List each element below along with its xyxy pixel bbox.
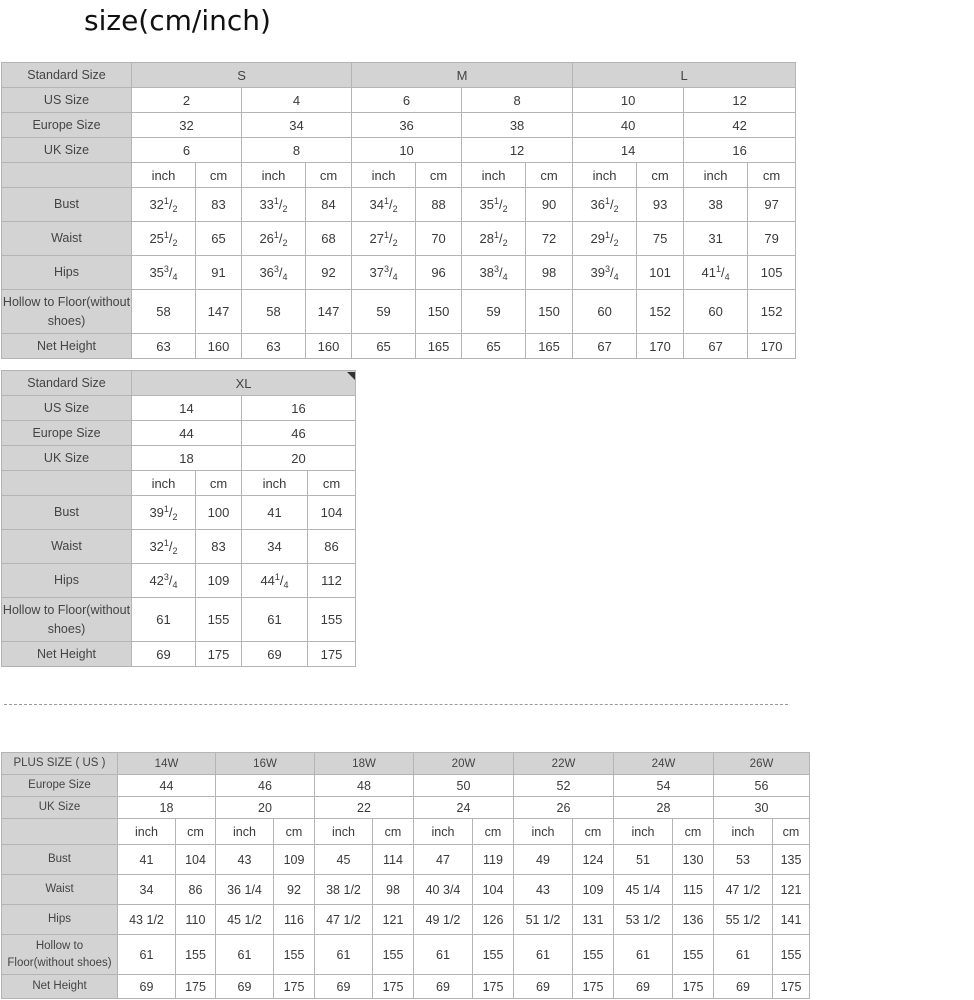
table-cell: 69 — [614, 975, 673, 999]
table-cell: $39^1/_2$ — [132, 496, 196, 530]
row-label: Hips — [2, 564, 132, 598]
table-cell: 97 — [748, 188, 796, 222]
table-cell: 136 — [673, 905, 714, 935]
row-label: Standard Size — [2, 63, 132, 88]
table-cell: 41 — [118, 845, 176, 875]
unit-inch: inch — [242, 471, 308, 496]
table-cell: 69 — [714, 975, 773, 999]
net-height-row — [2, 642, 356, 667]
row-label: Bust — [2, 188, 132, 222]
table-cell: $41^1/_4$ — [684, 256, 748, 290]
table-cell: 155 — [308, 598, 356, 642]
table-cell: 83 — [196, 530, 242, 564]
waist-row — [2, 222, 796, 256]
table-cell: 165 — [416, 334, 462, 359]
units-row — [2, 163, 796, 188]
table-cell: 43 1/2 — [118, 905, 176, 935]
table-cell: $27^1/_2$ — [352, 222, 416, 256]
table-cell: 38 1/2 — [315, 875, 373, 905]
table-cell: 155 — [773, 935, 810, 975]
table-cell: $33^1/_2$ — [242, 188, 306, 222]
hips-row — [2, 564, 356, 598]
row-label: Hips — [2, 256, 132, 290]
table-cell: 44 — [132, 421, 242, 446]
table-cell: 46 — [242, 421, 356, 446]
table-cell: 72 — [526, 222, 573, 256]
unit-inch: inch — [714, 819, 773, 845]
table-cell: $29^1/_2$ — [573, 222, 637, 256]
row-label: Standard Size — [2, 371, 132, 396]
table-cell: 47 1/2 — [315, 905, 373, 935]
table-cell: 86 — [308, 530, 356, 564]
table-cell: 4 — [242, 88, 352, 113]
table-cell: 61 — [714, 935, 773, 975]
table-cell: 84 — [306, 188, 352, 222]
row-label: Europe Size — [2, 113, 132, 138]
us-size-row — [2, 396, 356, 421]
table-cell: 53 — [714, 845, 773, 875]
table-cell: $36^1/_2$ — [573, 188, 637, 222]
table-cell: 175 — [274, 975, 315, 999]
table-cell: 101 — [637, 256, 684, 290]
table-cell: 69 — [216, 975, 274, 999]
unit-inch: inch — [414, 819, 473, 845]
us-size-row — [2, 88, 796, 113]
table-cell: 61 — [118, 935, 176, 975]
table-cell: 69 — [514, 975, 573, 999]
table-cell: 6 — [352, 88, 462, 113]
table-cell: 175 — [473, 975, 514, 999]
table-cell: 152 — [748, 290, 796, 334]
table-cell: 48 — [315, 775, 414, 797]
table-cell: 147 — [196, 290, 242, 334]
table-cell: $37^3/_4$ — [352, 256, 416, 290]
unit-cm: cm — [526, 163, 573, 188]
row-label: Hips — [2, 905, 118, 935]
row-label: Bust — [2, 496, 132, 530]
table-cell: $28^1/_2$ — [462, 222, 526, 256]
table-cell: 69 — [414, 975, 473, 999]
table-cell: 22 — [315, 797, 414, 819]
unit-inch: inch — [573, 163, 637, 188]
unit-inch: inch — [614, 819, 673, 845]
unit-cm: cm — [416, 163, 462, 188]
table-cell: 110 — [176, 905, 216, 935]
table-cell: 26 — [514, 797, 614, 819]
unit-cm: cm — [308, 471, 356, 496]
row-label: Hollow to Floor(without shoes) — [2, 598, 132, 642]
table-cell: 45 1/2 — [216, 905, 274, 935]
table-cell: 175 — [573, 975, 614, 999]
unit-cm: cm — [306, 163, 352, 188]
table-cell: 59 — [352, 290, 416, 334]
table-cell: 141 — [773, 905, 810, 935]
table-cell: 61 — [514, 935, 573, 975]
row-label: Net Height — [2, 975, 118, 999]
table-cell: 100 — [196, 496, 242, 530]
table-cell: 152 — [637, 290, 684, 334]
table-cell: $26^1/_2$ — [242, 222, 306, 256]
table-cell: $42^3/_4$ — [132, 564, 196, 598]
unit-inch: inch — [242, 163, 306, 188]
table-cell: 70 — [416, 222, 462, 256]
table-cell: 91 — [196, 256, 242, 290]
unit-cm: cm — [473, 819, 514, 845]
table-cell: $32^1/_2$ — [132, 530, 196, 564]
unit-inch: inch — [684, 163, 748, 188]
table-cell: 116 — [274, 905, 315, 935]
table-cell: 119 — [473, 845, 514, 875]
table-cell: 40 — [573, 113, 684, 138]
unit-cm: cm — [373, 819, 414, 845]
table-cell: 36 — [352, 113, 462, 138]
table-cell: 92 — [306, 256, 352, 290]
table-cell: 51 1/2 — [514, 905, 573, 935]
corner-mark-icon — [347, 372, 355, 380]
table-cell: 147 — [306, 290, 352, 334]
table-cell: 46 — [216, 775, 315, 797]
row-label: Waist — [2, 875, 118, 905]
table-cell: 93 — [637, 188, 684, 222]
row-label: US Size — [2, 88, 132, 113]
table-cell: 61 — [242, 598, 308, 642]
table-cell: 14 — [573, 138, 684, 163]
table-cell: 90 — [526, 188, 573, 222]
uk-size-row — [2, 446, 356, 471]
table-cell: 96 — [416, 256, 462, 290]
section-divider — [4, 704, 788, 705]
page-title: size(cm/inch) — [84, 4, 271, 37]
row-label: Net Height — [2, 642, 132, 667]
table-cell: 114 — [373, 845, 414, 875]
table-cell: 135 — [773, 845, 810, 875]
table-cell: 60 — [684, 290, 748, 334]
standard-size-row — [2, 63, 796, 88]
table-cell: 83 — [196, 188, 242, 222]
row-label: Hollow to Floor(without shoes) — [2, 290, 132, 334]
table-cell: 49 1/2 — [414, 905, 473, 935]
hips-row — [2, 905, 810, 935]
table-cell: 63 — [242, 334, 306, 359]
table-cell: 69 — [118, 975, 176, 999]
table-cell: 105 — [748, 256, 796, 290]
row-label-empty — [2, 819, 118, 845]
europe-size-row — [2, 775, 810, 797]
table-cell: 61 — [132, 598, 196, 642]
plus-size-row — [2, 753, 810, 775]
unit-inch: inch — [514, 819, 573, 845]
table-cell: 14 — [132, 396, 242, 421]
table-cell: 61 — [414, 935, 473, 975]
table-cell: 69 — [242, 642, 308, 667]
table-cell: 165 — [526, 334, 573, 359]
size-group-header: 14W — [118, 753, 216, 775]
unit-cm: cm — [274, 819, 315, 845]
table-cell: $35^1/_2$ — [462, 188, 526, 222]
table-cell: 79 — [748, 222, 796, 256]
table-cell: 109 — [196, 564, 242, 598]
unit-cm: cm — [176, 819, 216, 845]
table-cell: 42 — [684, 113, 796, 138]
table-cell: 20 — [216, 797, 315, 819]
table-cell: 36 1/4 — [216, 875, 274, 905]
waist-row — [2, 875, 810, 905]
table-cell: 160 — [306, 334, 352, 359]
table-cell: 61 — [216, 935, 274, 975]
table-cell: 47 — [414, 845, 473, 875]
hollow-to-floor-row — [2, 598, 356, 642]
table-cell: 67 — [684, 334, 748, 359]
table-cell: 68 — [306, 222, 352, 256]
table-cell: 98 — [526, 256, 573, 290]
table-cell: 50 — [414, 775, 514, 797]
size-group-header: S — [132, 63, 352, 88]
table-cell: 75 — [637, 222, 684, 256]
europe-size-row — [2, 113, 796, 138]
table-cell: 24 — [414, 797, 514, 819]
unit-cm: cm — [196, 471, 242, 496]
table-cell: 155 — [176, 935, 216, 975]
table-cell: 92 — [274, 875, 315, 905]
table-cell: 131 — [573, 905, 614, 935]
table-cell: 44 — [118, 775, 216, 797]
table-cell: 41 — [242, 496, 308, 530]
table-cell: 16 — [684, 138, 796, 163]
uk-size-row — [2, 797, 810, 819]
unit-inch: inch — [132, 163, 196, 188]
table-cell: 155 — [473, 935, 514, 975]
row-label-empty — [2, 471, 132, 496]
unit-inch: inch — [118, 819, 176, 845]
table-cell: 175 — [773, 975, 810, 999]
size-group-header: 24W — [614, 753, 714, 775]
table-cell: 28 — [614, 797, 714, 819]
table-cell: 175 — [673, 975, 714, 999]
table-cell: 16 — [242, 396, 356, 421]
row-label: US Size — [2, 396, 132, 421]
table-cell: 175 — [373, 975, 414, 999]
table-cell: $36^3/_4$ — [242, 256, 306, 290]
hollow-to-floor-row — [2, 935, 810, 975]
unit-cm: cm — [573, 819, 614, 845]
table-cell: 109 — [573, 875, 614, 905]
unit-inch: inch — [216, 819, 274, 845]
unit-cm: cm — [748, 163, 796, 188]
table-cell: 115 — [673, 875, 714, 905]
table-cell: 12 — [684, 88, 796, 113]
table-cell: 121 — [773, 875, 810, 905]
table-cell: 175 — [176, 975, 216, 999]
europe-size-row — [2, 421, 356, 446]
table-cell: 20 — [242, 446, 356, 471]
table-cell: 61 — [315, 935, 373, 975]
table-cell: $32^1/_2$ — [132, 188, 196, 222]
table-cell: 126 — [473, 905, 514, 935]
table-cell: 34 — [118, 875, 176, 905]
standard-size-row — [2, 371, 356, 396]
table-cell: 32 — [132, 113, 242, 138]
table-cell: $25^1/_2$ — [132, 222, 196, 256]
table-cell: 38 — [684, 188, 748, 222]
size-table-s-m-l — [1, 62, 796, 359]
table-cell: 2 — [132, 88, 242, 113]
table-cell: 170 — [748, 334, 796, 359]
table-cell: 104 — [473, 875, 514, 905]
table-cell: 88 — [416, 188, 462, 222]
table-cell: 51 — [614, 845, 673, 875]
table-cell: $39^3/_4$ — [573, 256, 637, 290]
size-group-header: 18W — [315, 753, 414, 775]
size-group-header: 16W — [216, 753, 315, 775]
table-cell: 155 — [673, 935, 714, 975]
bust-row — [2, 188, 796, 222]
table-cell: 43 — [514, 875, 573, 905]
net-height-row — [2, 975, 810, 999]
row-label: PLUS SIZE ( US ) — [2, 753, 118, 775]
table-cell: 170 — [637, 334, 684, 359]
table-cell: 38 — [462, 113, 573, 138]
table-cell: 124 — [573, 845, 614, 875]
row-label: Waist — [2, 222, 132, 256]
table-cell: 56 — [714, 775, 810, 797]
table-cell: 60 — [573, 290, 637, 334]
unit-inch: inch — [352, 163, 416, 188]
table-cell: 10 — [573, 88, 684, 113]
unit-inch: inch — [132, 471, 196, 496]
table-cell: 155 — [274, 935, 315, 975]
row-label: UK Size — [2, 446, 132, 471]
table-cell: 34 — [242, 113, 352, 138]
table-cell: 150 — [526, 290, 573, 334]
table-cell: 34 — [242, 530, 308, 564]
table-cell: 121 — [373, 905, 414, 935]
units-row — [2, 471, 356, 496]
table-cell: 86 — [176, 875, 216, 905]
table-cell: 54 — [614, 775, 714, 797]
unit-inch: inch — [462, 163, 526, 188]
table-cell: 130 — [673, 845, 714, 875]
table-cell: 8 — [462, 88, 573, 113]
table-cell: 43 — [216, 845, 274, 875]
size-table-xl — [1, 370, 356, 667]
size-group-header: 26W — [714, 753, 810, 775]
waist-row — [2, 530, 356, 564]
row-label: Europe Size — [2, 775, 118, 797]
table-cell: 49 — [514, 845, 573, 875]
table-cell: 58 — [132, 290, 196, 334]
table-cell: 175 — [308, 642, 356, 667]
row-label: Bust — [2, 845, 118, 875]
plus-size-table — [1, 752, 810, 999]
table-cell: 6 — [132, 138, 242, 163]
unit-cm: cm — [773, 819, 810, 845]
unit-cm: cm — [196, 163, 242, 188]
table-cell: 155 — [196, 598, 242, 642]
row-label: Hollow to Floor(without shoes) — [2, 935, 118, 975]
hollow-to-floor-row — [2, 290, 796, 334]
size-group-header: L — [573, 63, 796, 88]
table-cell: 47 1/2 — [714, 875, 773, 905]
table-cell: 31 — [684, 222, 748, 256]
table-cell: 61 — [614, 935, 673, 975]
size-group-header: 20W — [414, 753, 514, 775]
table-cell: 104 — [308, 496, 356, 530]
unit-cm: cm — [673, 819, 714, 845]
table-cell: 30 — [714, 797, 810, 819]
table-cell: 67 — [573, 334, 637, 359]
table-cell: 45 — [315, 845, 373, 875]
table-cell: 18 — [118, 797, 216, 819]
table-cell: 18 — [132, 446, 242, 471]
bust-row — [2, 845, 810, 875]
row-label: Waist — [2, 530, 132, 564]
size-group-header: 22W — [514, 753, 614, 775]
table-cell: 150 — [416, 290, 462, 334]
table-cell: 58 — [242, 290, 306, 334]
table-cell: 155 — [573, 935, 614, 975]
unit-inch: inch — [315, 819, 373, 845]
table-cell: 109 — [274, 845, 315, 875]
table-cell: 65 — [196, 222, 242, 256]
row-label: UK Size — [2, 797, 118, 819]
table-cell: 45 1/4 — [614, 875, 673, 905]
table-cell: 40 3/4 — [414, 875, 473, 905]
table-cell: $38^3/_4$ — [462, 256, 526, 290]
units-row — [2, 819, 810, 845]
table-cell: 175 — [196, 642, 242, 667]
row-label: Net Height — [2, 334, 132, 359]
table-cell: 63 — [132, 334, 196, 359]
table-cell: 55 1/2 — [714, 905, 773, 935]
table-cell: $44^1/_4$ — [242, 564, 308, 598]
table-cell: 53 1/2 — [614, 905, 673, 935]
table-cell: $35^3/_4$ — [132, 256, 196, 290]
table-cell: 155 — [373, 935, 414, 975]
table-cell: 52 — [514, 775, 614, 797]
size-group-header: XL — [132, 371, 356, 396]
table-cell: 65 — [352, 334, 416, 359]
net-height-row — [2, 334, 796, 359]
table-cell: 12 — [462, 138, 573, 163]
row-label: Europe Size — [2, 421, 132, 446]
table-cell: 112 — [308, 564, 356, 598]
table-cell: $34^1/_2$ — [352, 188, 416, 222]
table-cell: 10 — [352, 138, 462, 163]
table-cell: 69 — [132, 642, 196, 667]
row-label-empty — [2, 163, 132, 188]
table-cell: 98 — [373, 875, 414, 905]
table-cell: 65 — [462, 334, 526, 359]
table-cell: 8 — [242, 138, 352, 163]
table-cell: 104 — [176, 845, 216, 875]
table-cell: 59 — [462, 290, 526, 334]
row-label: UK Size — [2, 138, 132, 163]
size-group-header: M — [352, 63, 573, 88]
bust-row — [2, 496, 356, 530]
unit-cm: cm — [637, 163, 684, 188]
hips-row — [2, 256, 796, 290]
uk-size-row — [2, 138, 796, 163]
table-cell: 160 — [196, 334, 242, 359]
table-cell: 69 — [315, 975, 373, 999]
